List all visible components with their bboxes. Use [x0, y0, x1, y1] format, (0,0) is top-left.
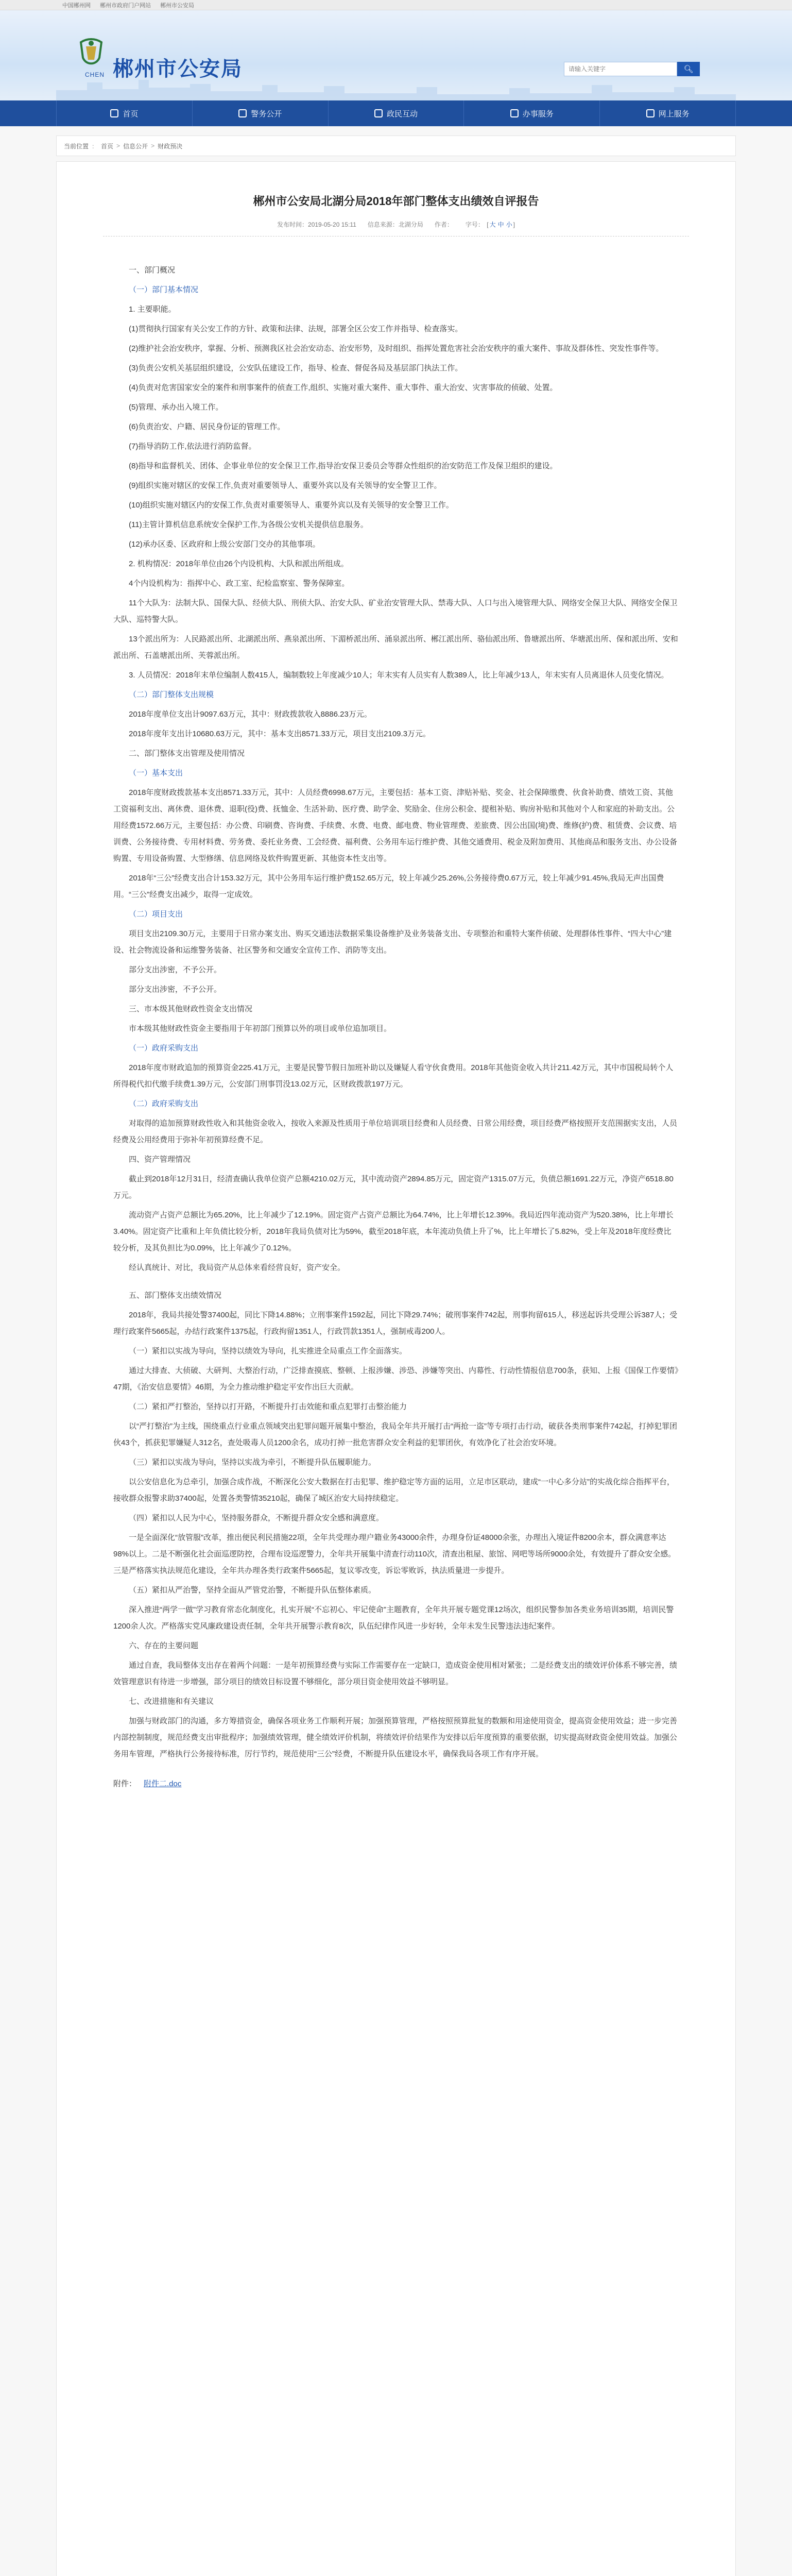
subsection-heading: （一）政府采购支出: [129, 1044, 199, 1053]
nav-item-label: 网上服务: [658, 109, 690, 118]
subsection-heading: （二）项目支出: [129, 910, 183, 919]
paragraph: （五）紧扣从严治警，坚持全面从严管党治警，不断提升队伍整体素质。: [129, 1586, 376, 1595]
paragraph: 11个大队为：法制大队、国保大队、经侦大队、刑侦大队、治安大队、矿业治安管理大队、禁毒大队、人口与出入境管理大队、网络安全保卫大队、网络安全保卫大队、巡特警大队。: [113, 599, 678, 624]
nav-item-label: 首页: [123, 109, 139, 118]
nav-item-label: 警务公开: [251, 109, 282, 118]
paragraph: （二）紧扣严打整治，坚持以打开路，不断提升打击效能和重点犯罪打击整治能力: [129, 1402, 407, 1411]
nav-item-label: 政民互动: [386, 109, 418, 118]
breadcrumb-link[interactable]: 信息公开: [123, 142, 148, 150]
paragraph: 对取得的追加预算财政性收入和其他资金收入，按收入来源及性质用于单位培训项目经费和人员经费、日常公用经费，项目经费严格按照开支范围据实支出，人员经费及公用经费用于弥补年初预算经费不足。: [113, 1119, 678, 1144]
font-size-small[interactable]: 小: [506, 221, 512, 228]
nav-item-icon: [646, 109, 655, 117]
article-meta: [103, 220, 689, 236]
font-size-medium[interactable]: 中: [497, 221, 504, 228]
top-links-bar: [0, 0, 792, 10]
article-body: [103, 262, 689, 1762]
nav-item-label: 办事服务: [522, 109, 554, 118]
paragraph: 以“严打整治”为主线，围绕重点行业重点领域突出犯罪问题开展集中整治，我局全年共开展打击“两抢一盗”等专项打击行动，破获各类刑事案件742起，打掉犯罪团伙43个，抓获犯罪嫌疑人312名，查处吸毒人员1200余名，成功打掉一批危害群众安全利益的犯罪团伙，有效净化了社会治安环境。: [113, 1422, 678, 1447]
subsection-heading: （一）部门基本情况: [129, 285, 199, 294]
font-size-large[interactable]: 大: [489, 221, 496, 228]
city-skyline-decoration: [56, 70, 736, 100]
nav-item-icon: [238, 109, 247, 117]
paragraph: （一）紧扣以实战为导向，坚持以绩效为导向，扎实推进全局重点工作全面落实。: [129, 1347, 407, 1355]
paragraph: (7)指导消防工作,依法进行消防监督。: [129, 442, 256, 451]
meta-source: 信息来源：北湖分局: [367, 221, 423, 228]
section-heading: 三、市本级其他财政性资金支出情况: [129, 1005, 253, 1013]
section-heading: 六、存在的主要问题: [129, 1641, 199, 1650]
breadcrumb-link[interactable]: 首页: [101, 142, 114, 150]
nav-item[interactable]: [193, 100, 329, 126]
section-heading: 二、部门整体支出管理及使用情况: [129, 749, 245, 758]
paragraph: 深入推进“两学一做”学习教育常态化制度化，扎实开展“不忘初心、牢记使命”主题教育，全年共开展专题党课12场次，组织民警参加各类业务培训35期，培训民警1200余人次。严格落实党风廉政建设责任制，全年共开展警示教育8次，队伍纪律作风进一步好转，全年未发生民警违法违纪案件。: [113, 1605, 674, 1631]
paragraph: 2018年“三公”经费支出合计153.32万元，其中公务用车运行维护费152.65万元，较上年减少25.26%,公务接待费0.67万元，较上年减少91.45%,我局无声出国费用。“三公”经费支出减少，取得一定成效。: [113, 874, 664, 899]
paragraph: (2)维护社会治安秩序，掌握、分析、预测我区社会治安动态、治安形势，及时组织、指挥处置危害社会治安秩序的重大案件、事故及群体性、突发性事件等。: [129, 344, 664, 353]
paragraph: 部分支出涉密，不予公开。: [129, 985, 222, 994]
paragraph: 部分支出涉密，不予公开。: [129, 965, 222, 974]
section-heading: 七、改进措施和有关建议: [129, 1697, 214, 1706]
attachment-label: 附件：: [113, 1780, 137, 1788]
paragraph: 3. 人员情况：2018年末单位编制人数415人，编制数较上年度减少10人；年末实有人员实有人数389人，比上年减少13人，年末实有人员离退休人员变化情况。: [129, 671, 669, 680]
paragraph: 项目支出2109.30万元，主要用于日常办案支出、购买交通违法数据采集设备维护及业务装备支出、专项整治和重特大案件侦破、处理群体性事件、“四大中心”建设、社会物流设备和运维警务装备、社区警务和交通安全宣传工作、消防等支出。: [113, 929, 672, 955]
breadcrumb-label: 当前位置: [64, 142, 89, 150]
search-icon: 🔍︎: [683, 65, 694, 74]
paragraph: 加强与财政部门的沟通，多方筹措资金，确保各项业务工作顺利开展；加强预算管理，严格按照预算批复的数额和用途使用资金，提高资金使用效益；进一步完善内部控制制度，规范经费支出审批程序；加强绩效管理，健全绩效评价机制，将绩效评价结果作为安排以后年度预算的重要依据，切实提高财政资金使用效益。加强公务用车管理，严格执行公务接待标准，厉行节约，规范使用“三公”经费，不断提升队伍建设水平，确保我局各项工作有序开展。: [113, 1717, 678, 1758]
font-size-switcher: 字号： [ 大 中 小 ]: [465, 221, 515, 228]
breadcrumb-separator: >: [151, 142, 155, 149]
meta-author: 作者：: [434, 221, 453, 228]
nav-item[interactable]: [56, 100, 193, 126]
paragraph: (12)承办区委、区政府和上级公安部门交办的其他事项。: [129, 540, 320, 549]
paragraph: (3)负责公安机关基层组织建设，公安队伍建设工作，指导、检查、督促各局及基层部门执法工作。: [129, 364, 463, 372]
city-logo-icon: [77, 37, 106, 73]
paragraph: 1. 主要职能。: [129, 305, 176, 314]
breadcrumb: [56, 135, 736, 156]
top-links: [56, 0, 736, 10]
paragraph: (5)管理、承办出入境工作。: [129, 403, 223, 412]
paragraph: 4个内设机构为：指挥中心、政工室、纪检监察室、警务保障室。: [129, 579, 350, 588]
nav-item-icon: [510, 109, 519, 117]
paragraph: (10)组织实施对辖区内的安保工作,负责对重要领导人、重要外宾以及有关领导的安全警卫工作。: [129, 501, 454, 510]
nav-items: [56, 100, 736, 126]
paragraph: 市本级其他财政性资金主要指用于年初部门预算以外的项目或单位追加项目。: [129, 1024, 392, 1033]
paragraph: 通过自查，我局整体支出存在着两个问题：一是年初预算经费与实际工作需要存在一定缺口，造成资金使用相对紧张；二是经费支出的绩效评价体系不够完善，绩效管理意识有待进一步增强，部分项目的绩效目标设置不够细化，部分项目资金使用效益不够明显。: [113, 1661, 678, 1686]
paragraph: (8)指导和监督机关、团体、企事业单位的安全保卫工作,指导治安保卫委员会等群众性组织的治安防范工作及保卫组织的建设。: [129, 462, 558, 470]
site-header: [0, 10, 792, 100]
paragraph: (4)负责对危害国家安全的案件和刑事案件的侦查工作,组织、实施对重大案件、重大事件、重大治安、灾害事故的侦破、处置。: [129, 383, 558, 392]
section-heading: 五、部门整体支出绩效情况: [129, 1291, 222, 1300]
paragraph: 以公安信息化为总牵引，加强合成作战，不断深化公安大数据在打击犯罪、维护稳定等方面的运用，立足市区联动，建成“一中心多分站”的实战化综合指挥平台，接收群众报警求助37400起，处置各类警情35210起，确保了城区治安大局持续稳定。: [113, 1478, 675, 1503]
subsection-heading: （一）基本支出: [129, 769, 183, 777]
nav-item-icon: [110, 109, 118, 117]
subsection-heading: （二）部门整体支出规模: [129, 690, 214, 699]
paragraph: 2018年，我局共接处警37400起，同比下降14.88%；立刑事案件1592起，同比下降29.74%；破刑事案件742起，刑事拘留615人，移送起诉共受理公诉387人；受理行政案件5665起，办结行政案件1375起，行政拘留1351人，行政罚款1351人，强制戒毒200人。: [113, 1311, 678, 1336]
nav-item[interactable]: [464, 100, 600, 126]
breadcrumb-separator: ：: [92, 142, 98, 150]
subsection-heading: （二）政府采购支出: [129, 1099, 199, 1108]
top-link[interactable]: 中国郴州网: [62, 3, 91, 9]
paragraph: 2018年度市财政追加的预算资金225.41万元，主要是民警节假日加班补助以及嫌疑人看守伙食费用。2018年其他资金收入共计211.42万元，其中市国税局转个人所得税代扣代缴手续费1.39万元，公安部门刑事罚没13.02万元，区财政拨款197万元。: [113, 1063, 674, 1089]
attachment-row: [103, 1778, 689, 1789]
paragraph: 通过大排查、大侦破、大研判、大整治行动，广泛排查摸底、整顿、上报涉嫌、涉恐、涉嫌等突出、内幕性、行动性情报信息700条，获知、上报《国保工作要情》47期，《治安信息要情》46期，为全力推动维护稳定平安作出巨大贡献。: [113, 1366, 679, 1392]
paragraph: 2. 机构情况：2018年单位由26个内设机构、大队和派出所组成。: [129, 560, 349, 568]
spacer: [113, 1279, 679, 1287]
paragraph: 截止到2018年12月31日，经清查确认我单位资产总额4210.02万元，其中流动资产2894.85万元，固定资产1315.07万元，负债总额1691.22万元，净资产6518.80万元。: [113, 1175, 674, 1200]
attachment-link[interactable]: 附件二.doc: [144, 1780, 182, 1788]
paragraph: （三）紧扣以实战为导向，坚持以实战为牵引，不断提升队伍履职能力。: [129, 1458, 376, 1467]
paragraph: 2018年度年支出计10680.63万元，其中：基本支出8571.33万元，项目支出2109.3万元。: [129, 730, 431, 738]
paragraph: （四）紧扣以人民为中心，坚持服务群众，不断提升群众安全感和满意度。: [129, 1514, 384, 1522]
top-link[interactable]: 郴州市政府门户网站: [100, 3, 151, 9]
nav-item-icon: [374, 109, 383, 117]
section-heading: 四、资产管理情况: [129, 1155, 191, 1164]
font-size-label: 字号：: [465, 221, 484, 228]
breadcrumb-separator: >: [116, 142, 120, 149]
paragraph: 一是全面深化“放管服”改革，推出便民利民措施22项，全年共受理办理户籍业务43000余件，办理身份证48000余张，办理出入境证件8200余本，群众满意率达98%以上。二是不断强化社会面巡逻防控，合理布设巡逻警力，全年共开展集中清查行动110次，清查出租屋、旅馆、网吧等场所9000余处，有效提升了群众安全感。三是严格落实执法规范化建设，全年共办理各类行政案件5665起，复议零改变，诉讼零败诉，执法质量进一步提升。: [113, 1533, 676, 1575]
paragraph: 2018年度单位支出计9097.63万元，其中：财政拨款收入8886.23万元。: [129, 710, 372, 719]
top-link[interactable]: 郴州市公安局: [160, 3, 194, 9]
paragraph: 2018年度财政拨款基本支出8571.33万元，其中：人员经费6998.67万元，主要包括：基本工资、津贴补贴、奖金、社会保障缴费、伙食补助费、绩效工资、其他工资福利支出、离休费、退休费、退职(役)费、抚恤金、生活补助、医疗费、助学金、奖励金、住房公积金、提租补贴、购房补贴和其他对个人和家庭的补助支出。公用经费1572.66万元，主要包括：办公费、印刷费、咨询费、手续费、水费、电费、邮电费、物业管理费、差旅费、因公出国(境)费、维修(护)费、租赁费、会议费、培训费、公务接待费、专用材料费、劳务费、委托业务费、工会经费、福利费、公务用车运行维护费、其他交通费用、税金及附加费用、其他商品和服务支出、办公设备购置、专用设备购置、大型修缮、信息网络及软件购置更新、其他资本性支出等。: [113, 788, 678, 863]
paragraph: (11)主管计算机信息系统安全保护工作,为各级公安机关提供信息服务。: [129, 520, 368, 529]
main-nav: [0, 100, 792, 126]
nav-item[interactable]: [600, 100, 736, 126]
site-subtitle: CHEN: [85, 71, 105, 78]
paragraph: 13个派出所为：人民路派出所、北湖派出所、燕泉派出所、下湄桥派出所、涌泉派出所、郴江派出所、骆仙派出所、鲁塘派出所、华塘派出所、保和派出所、安和派出所、石盖塘派出所、芙蓉派出所。: [113, 635, 678, 660]
site-title: 郴州市公安局: [113, 57, 243, 81]
nav-item[interactable]: [329, 100, 464, 126]
article-title: 郴州市公安局北湖分局2018年部门整体支出绩效自评报告: [253, 195, 539, 208]
paragraph: 经认真统计、对比，我局资产从总体来看经营良好，资产安全。: [129, 1263, 346, 1272]
article-container: [56, 161, 736, 2576]
paragraph: (9)组织实施对辖区的安保工作,负责对重要领导人、重要外宾以及有关领导的安全警卫工作。: [129, 481, 442, 490]
paragraph: 流动资产占资产总额比为65.20%，比上年减少了12.19%。固定资产占资产总额比为64.74%，比上年增长12.39%。我局近四年流动资产为520.38%，比上年增长3.40%。固定资产比重和上年负债比较分析，2018年我局负债对比为59%，截至2018年底，本年流动负债上升了%，比上年增长了5.82%，受上年及2018年度经费比较分析，及其负担比为0.09%，比上年减少了0.12%。: [113, 1211, 674, 1252]
section-heading: 一、部门概况: [129, 266, 176, 275]
meta-date: 发布时间：2019-05-20 15:11: [277, 221, 356, 228]
breadcrumb-link[interactable]: 财政预决: [158, 142, 183, 150]
paragraph: (1)贯彻执行国家有关公安工作的方针、政策和法律、法规，部署全区公安工作并指导、检查落实。: [129, 325, 463, 333]
paragraph: (6)负责治安、户籍、居民身份证的管理工作。: [129, 422, 285, 431]
